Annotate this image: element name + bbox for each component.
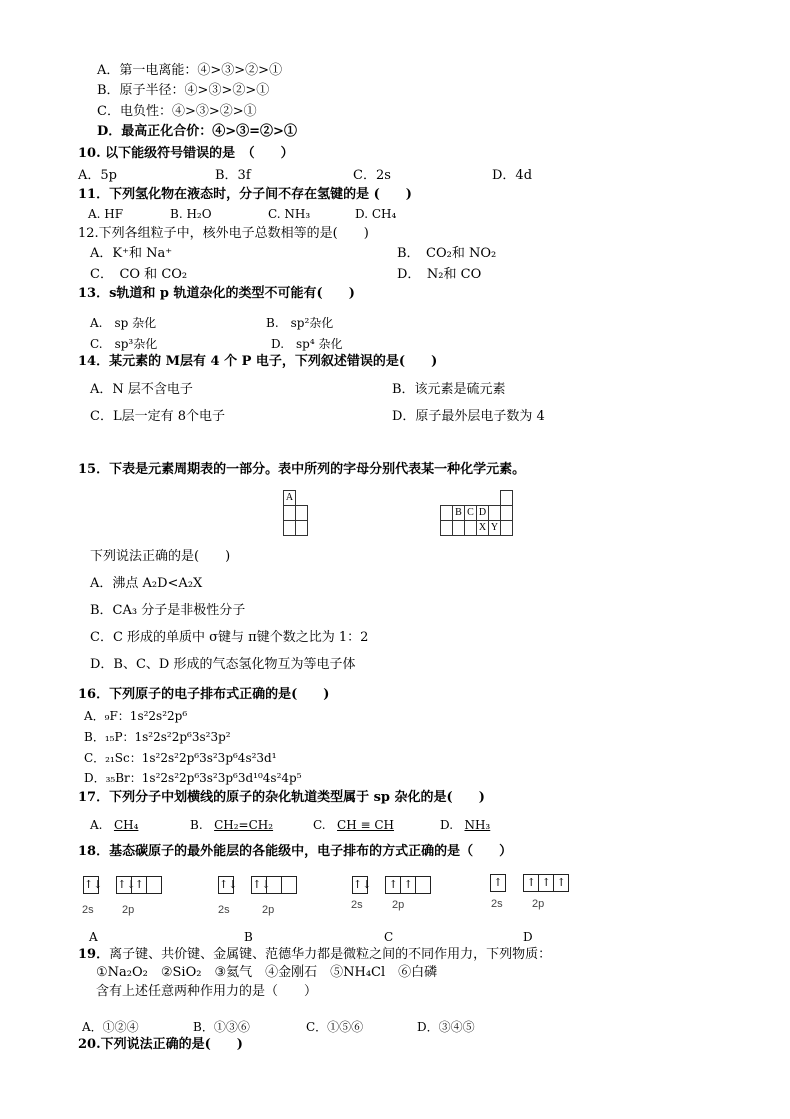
q10-option-d: D．4d bbox=[492, 168, 533, 183]
orbital-2p-box bbox=[266, 876, 282, 894]
q18-label-b: B bbox=[244, 930, 253, 944]
q19-items: ①Na₂O₂ ②SiO₂ ③氦气 ④金刚石 ⑤NH₄Cl ⑥白磷 bbox=[96, 965, 438, 980]
q16-option-a: A．₉F：1s²2s²2p⁶ bbox=[84, 709, 188, 723]
q18-label-d: D bbox=[523, 930, 533, 944]
q13-option-d: D. sp⁴ 杂化 bbox=[271, 337, 343, 351]
q16-option-d: D．₃₅Br：1s²2s²2p⁶3s²3p⁶3d¹⁰4s²4p⁵ bbox=[84, 771, 302, 785]
q11-option-b: B. H₂O bbox=[170, 207, 212, 221]
table-cell-d: D bbox=[477, 506, 489, 521]
q14-option-b: B．该元素是硫元素 bbox=[392, 382, 506, 397]
orbital-2p-box: ↑ bbox=[385, 876, 401, 894]
q13-option-b: B. sp²杂化 bbox=[266, 316, 334, 330]
q17-option-b-formula: CH₂=CH₂ bbox=[214, 818, 274, 832]
q18-diagram-c bbox=[352, 876, 430, 894]
orbital-2p-box: ↑ bbox=[131, 876, 147, 894]
table-cell-b: B bbox=[453, 506, 465, 521]
orbital-2p-box: ↑ bbox=[553, 874, 569, 892]
q18-diagram-a bbox=[83, 876, 161, 894]
q17-option-d-label: D. bbox=[440, 818, 454, 832]
q18-d-2s-label: 2s bbox=[491, 898, 503, 910]
q10-option-b: B．3f bbox=[215, 168, 251, 183]
table-cell-y: Y bbox=[489, 521, 501, 536]
q19-option-c: C．①⑤⑥ bbox=[306, 1020, 364, 1034]
q18-a-2s-label: 2s bbox=[82, 904, 94, 916]
q9-option-d: D．最高正化合价：④>③=②>① bbox=[97, 124, 297, 139]
q18-c-2p-label: 2p bbox=[392, 899, 405, 911]
table-cell-a: A bbox=[284, 491, 296, 506]
q15-option-a: A．沸点 A₂D<A₂X bbox=[90, 576, 203, 591]
q18-label-c: C bbox=[384, 930, 394, 944]
q17-option-a bbox=[90, 817, 138, 833]
orbital-2p-box bbox=[415, 876, 431, 894]
q14-option-d: D．原子最外层电子数为 4 bbox=[392, 409, 545, 424]
q19-stem-text: 离子键、共价键、金属键、范德华力都是微粒之间的不同作用力，下列物质： bbox=[109, 947, 552, 962]
q17-option-c bbox=[313, 817, 394, 833]
q18-b-2s-label: 2s bbox=[218, 904, 230, 916]
orbital-2s-box: ↑ bbox=[490, 874, 506, 892]
q15-stem: 15．下表是元素周期表的一部分。表中所列的字母分别代表某一种化学元素。 bbox=[78, 462, 526, 477]
q17-option-b bbox=[190, 817, 273, 833]
q16-stem: 16．下列原子的电子排布式正确的是( ) bbox=[78, 687, 330, 702]
q17-option-a-formula: CH₄ bbox=[113, 818, 139, 832]
q17-option-d bbox=[440, 817, 490, 833]
orbital-2p-box: ↑ bbox=[523, 874, 539, 892]
q18-label-a: A bbox=[89, 930, 98, 944]
q16-option-b: B．₁₅P：1s²2s²2p⁶3s²3p² bbox=[84, 730, 231, 744]
q13-option-c: C. sp³杂化 bbox=[90, 337, 158, 351]
q9-option-c: C．电负性：④>③>②>① bbox=[97, 104, 257, 119]
q18-d-2p-label: 2p bbox=[532, 898, 545, 910]
q18-stem: 18．基态碳原子的最外能层的各能级中，电子排布的方式正确的是（ ） bbox=[78, 844, 513, 859]
q17-stem: 17．下列分子中划横线的原子的杂化轨道类型属于 sp 杂化的是( ) bbox=[78, 790, 485, 805]
orbital-2p-box: ↑ bbox=[400, 876, 416, 894]
q12-option-c: C． CO 和 CO₂ bbox=[90, 267, 188, 282]
q12-option-d: D． N₂和 CO bbox=[397, 267, 482, 282]
q11-option-a: A. HF bbox=[88, 207, 124, 221]
orbital-2p-box: ↑ bbox=[538, 874, 554, 892]
table-cell-x: X bbox=[477, 521, 489, 536]
orbital-2p-box: ↑↓ bbox=[116, 876, 132, 894]
q14-option-c: C．L层一定有 8个电子 bbox=[90, 409, 225, 424]
q17-option-b-label: B. bbox=[190, 818, 203, 832]
orbital-2p-box bbox=[281, 876, 297, 894]
q15-option-b: B．CA₃ 分子是非极性分子 bbox=[90, 603, 246, 618]
periodic-table-fragment bbox=[283, 490, 513, 536]
q14-option-a: A．N 层不含电子 bbox=[90, 382, 193, 397]
q19-option-a: A．①②④ bbox=[82, 1020, 139, 1034]
q17-option-d-formula: NH₃ bbox=[464, 818, 491, 832]
q11-stem: 11．下列氢化物在液态时，分子间不存在氢键的是 ( ) bbox=[78, 187, 412, 202]
q15-option-d: D．B、C、D 形成的气态氢化物互为等电子体 bbox=[90, 657, 356, 672]
q13-stem: 13．s轨道和 p 轨道杂化的类型不可能有( ) bbox=[78, 286, 355, 301]
table-cell-c: C bbox=[465, 506, 477, 521]
orbital-2p-box bbox=[146, 876, 162, 894]
q17-option-c-label: C. bbox=[313, 818, 326, 832]
q16-option-c: C．₂₁Sc：1s²2s²2p⁶3s²3p⁶4s²3d¹ bbox=[84, 751, 277, 765]
q11-option-c: C. NH₃ bbox=[268, 207, 311, 221]
q9-option-a: A．第一电离能：④>③>②>① bbox=[97, 63, 283, 78]
q19-option-d: D．③④⑤ bbox=[417, 1020, 475, 1034]
q19-sub: 含有上述任意两种作用力的是（ ） bbox=[96, 984, 318, 999]
q11-option-d: D. CH₄ bbox=[355, 207, 397, 221]
q18-diagram-d bbox=[490, 874, 568, 892]
q12-stem: 12.下列各组粒子中，核外电子总数相等的是( ) bbox=[78, 226, 369, 241]
q13-option-a: A. sp 杂化 bbox=[90, 316, 157, 330]
q18-b-2p-label: 2p bbox=[262, 904, 275, 916]
q9-option-b: B．原子半径：④>③>②>① bbox=[97, 83, 270, 98]
q10-stem: 10. 以下能级符号错误的是 （ ） bbox=[78, 146, 294, 161]
q12-option-a: A．K⁺和 Na⁺ bbox=[90, 246, 173, 261]
q15-sub: 下列说法正确的是( ) bbox=[90, 549, 231, 564]
orbital-2s-box: ↑↓ bbox=[83, 876, 99, 894]
q20-stem: 20.下列说法正确的是( ) bbox=[78, 1037, 243, 1052]
q10-option-c: C．2s bbox=[353, 168, 391, 183]
q18-c-2s-label: 2s bbox=[351, 899, 363, 911]
q17-option-c-formula: CH ≡ CH bbox=[337, 818, 395, 832]
q14-stem: 14．某元素的 M层有 4 个 P 电子，下列叙述错误的是( ) bbox=[78, 354, 438, 369]
q18-diagram-b bbox=[218, 876, 296, 894]
orbital-2s-box: ↑↓ bbox=[352, 876, 368, 894]
orbital-2p-box: ↑↓ bbox=[251, 876, 267, 894]
q17-option-a-label: A. bbox=[90, 818, 103, 832]
q19-stem: 19．离子键、共价键、金属键、范德华力都是微粒之间的不同作用力，下列物质： bbox=[78, 947, 552, 962]
q15-option-c: C．C 形成的单质中 σ键与 π键个数之比为 1：2 bbox=[90, 630, 369, 645]
q18-a-2p-label: 2p bbox=[122, 904, 135, 916]
q19-option-b: B．①③⑥ bbox=[193, 1020, 250, 1034]
q10-option-a: A．5p bbox=[78, 168, 117, 183]
orbital-2s-box: ↑↓ bbox=[218, 876, 234, 894]
q12-option-b: B． CO₂和 NO₂ bbox=[397, 246, 497, 261]
